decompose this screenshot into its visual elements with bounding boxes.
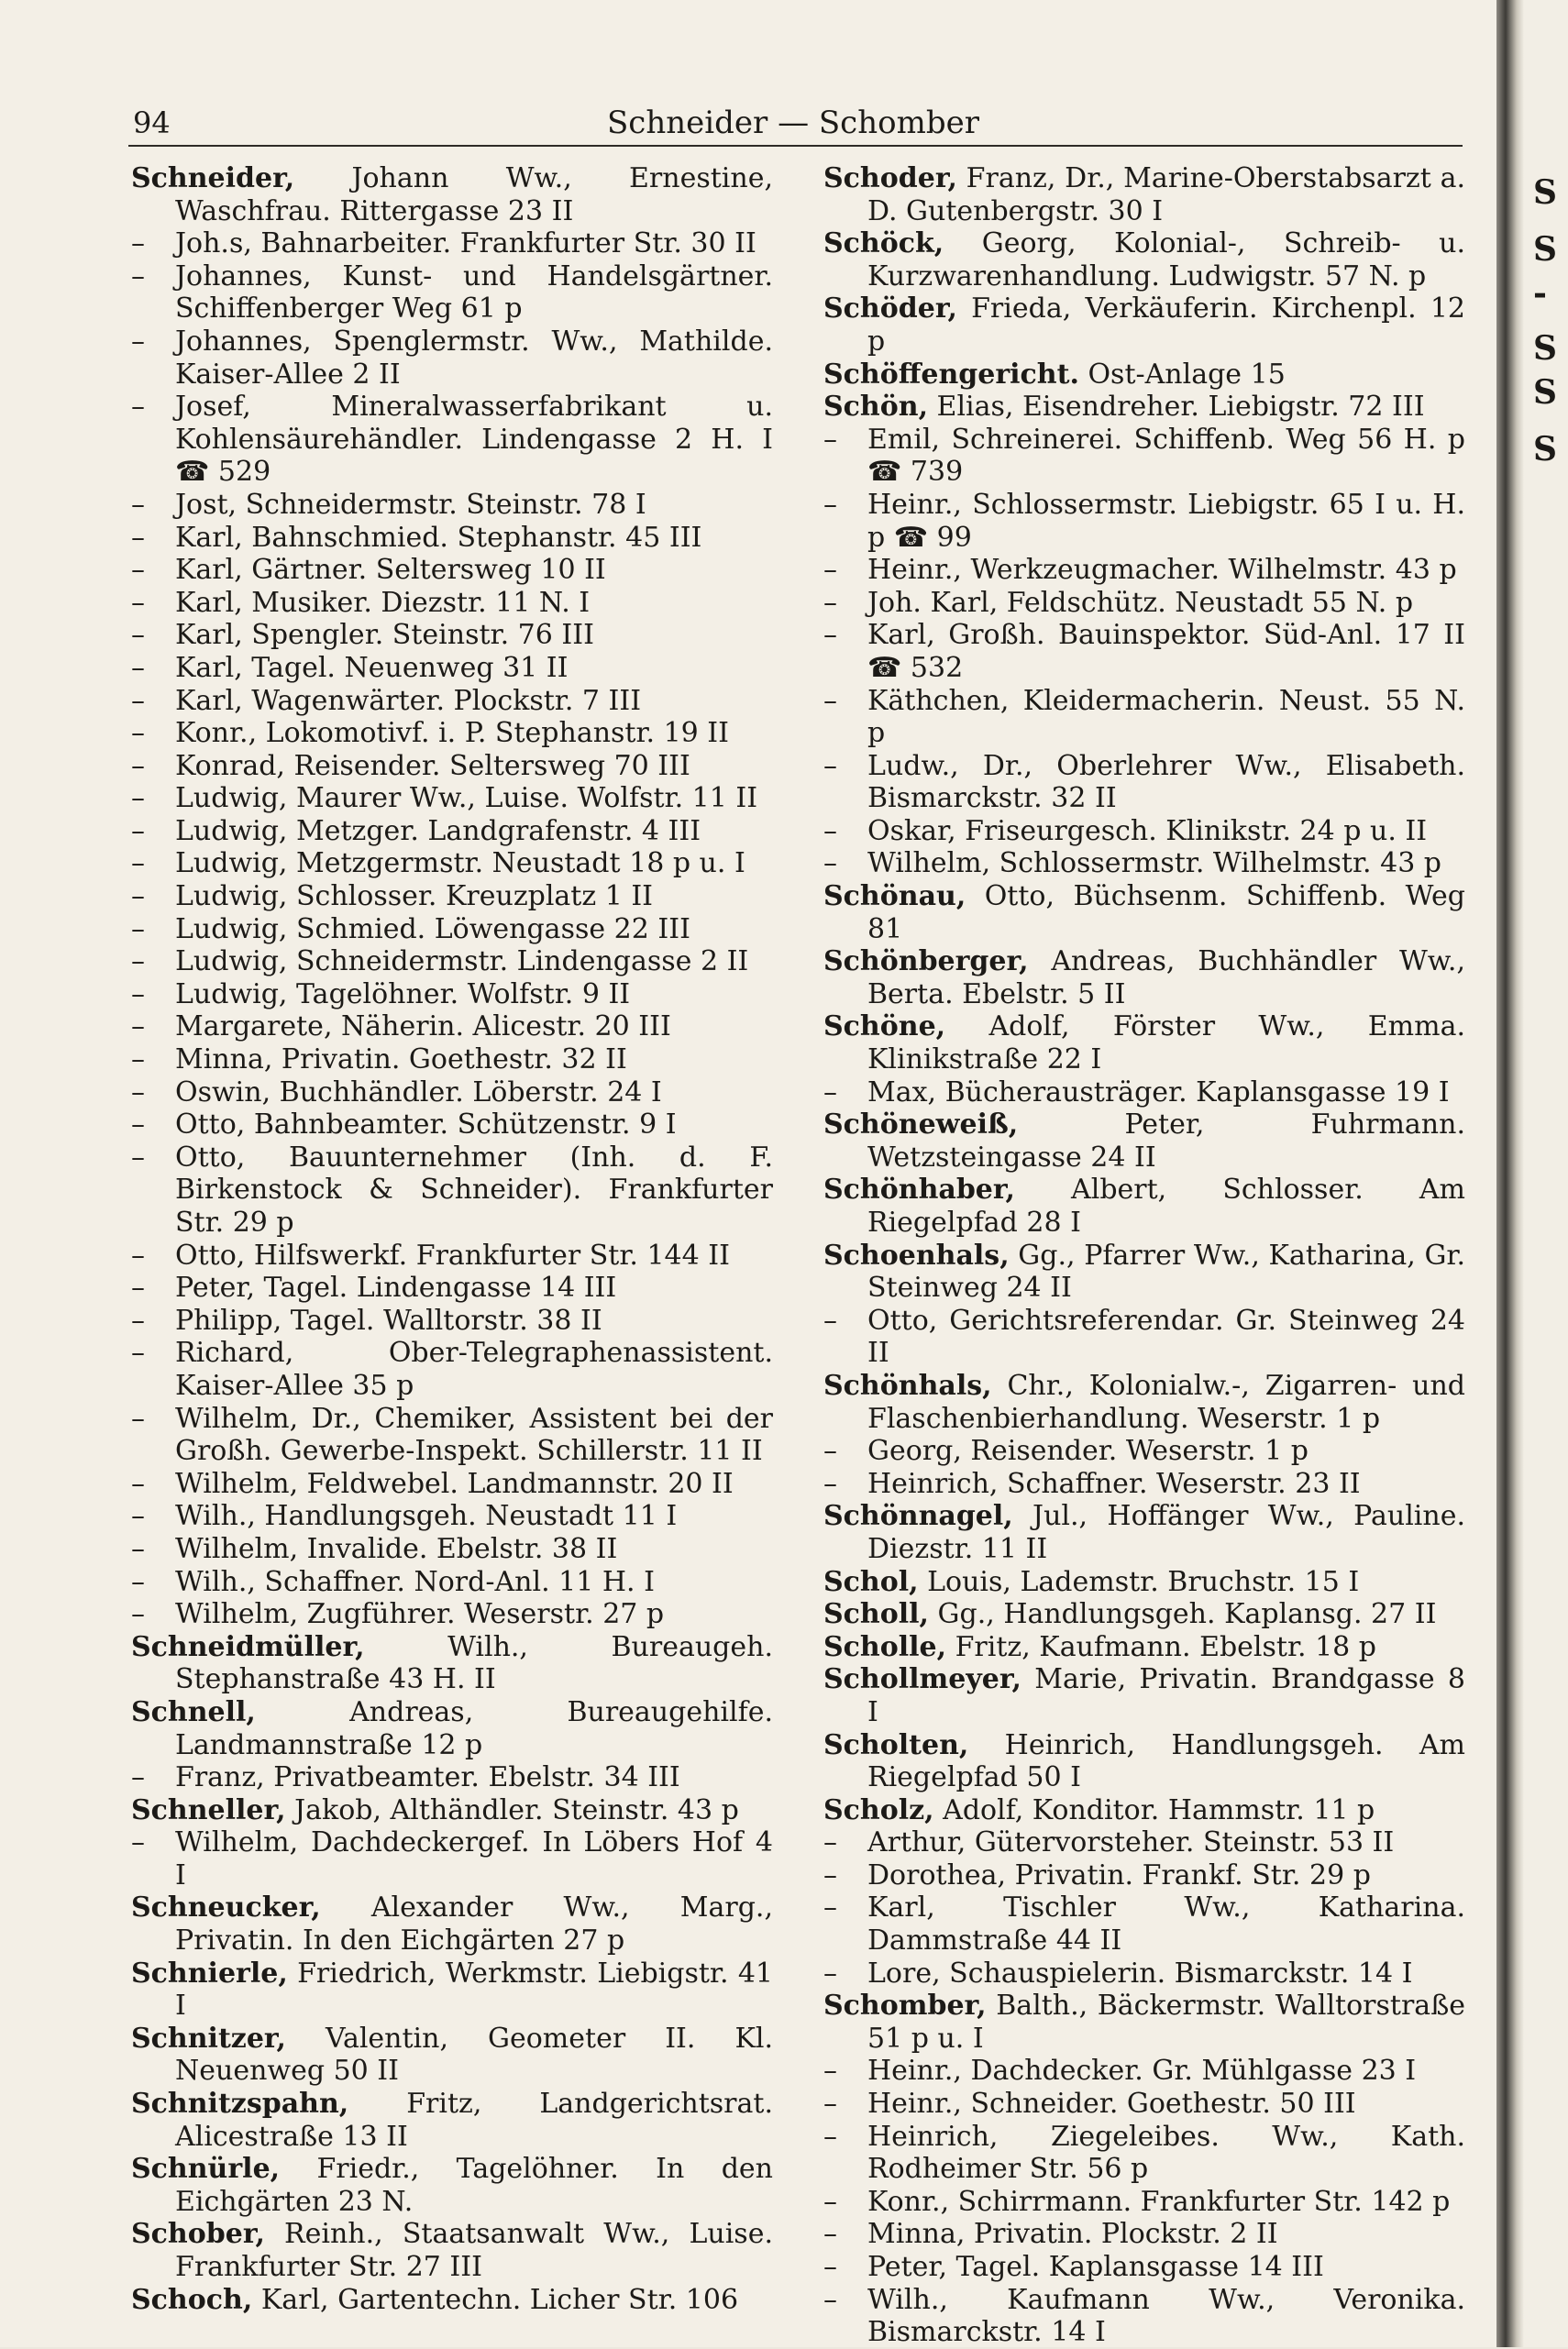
ditto-dash: – [131, 1598, 145, 1631]
entry-details: Philipp, Tagel. Walltorstr. 38 II [175, 1304, 602, 1337]
entry-details: Fritz, Kaufmann. Ebelstr. 18 p [946, 1630, 1377, 1663]
directory-entry [823, 292, 1465, 358]
directory-entry [131, 227, 773, 260]
entry-details: Karl, Wagenwärter. Plockstr. 7 III [175, 684, 642, 717]
entry-details: Oskar, Friseurgesch. Klinikstr. 24 p u. II [867, 814, 1428, 847]
directory-entry [823, 1305, 1465, 1370]
entry-details: Karl, Gärtner. Seltersweg 10 II [175, 554, 606, 587]
directory-entry [131, 913, 773, 946]
directory-entry [131, 1500, 773, 1533]
gutter-letter: S [1533, 430, 1557, 469]
directory-entry [131, 1108, 773, 1141]
entry-details: Frieda, Verkäuferin. Kirchenpl. 12 p [867, 292, 1465, 358]
entry-details: Wilh., Kaufmann Ww., Veronika. Bismarckstr. 14 I [867, 2283, 1465, 2349]
directory-entry [131, 2023, 773, 2088]
ditto-dash: – [131, 1304, 145, 1337]
directory-entry [823, 1240, 1465, 1305]
directory-entry [823, 847, 1465, 880]
entry-details: Heinr., Dachdecker. Gr. Mühlgasse 23 I [867, 2055, 1417, 2088]
entry-details: Ludwig, Schlosser. Kreuzplatz 1 II [175, 880, 654, 913]
ditto-dash: – [131, 1467, 145, 1500]
entry-details: Ludwig, Tagelöhner. Wolfstr. 9 II [175, 977, 631, 1010]
ditto-dash: – [131, 259, 145, 292]
directory-entry [823, 489, 1465, 554]
ditto-dash: – [131, 847, 145, 880]
ditto-dash: – [131, 651, 145, 684]
surname: Scholten, [823, 1728, 969, 1761]
entry-details: Karl, Tischler Ww., Katharina. Dammstraße 44 II [867, 1891, 1465, 1958]
ditto-dash: – [131, 717, 145, 750]
ditto-dash: – [131, 1239, 145, 1272]
entry-details: Dorothea, Privatin. Frankf. Str. 29 p [867, 1858, 1371, 1891]
entry-details: Jul., Hoffänger Ww., Pauline. Diezstr. 11 II [867, 1500, 1465, 1565]
directory-entry [823, 2186, 1465, 2219]
entry-details: Arthur, Gütervorsteher. Steinstr. 53 II [867, 1826, 1395, 1859]
directory-entry [823, 619, 1465, 684]
entry-details: Chr., Kolonialw.-, Zigarren- und Flaschenbierhandlung. Weserstr. 1 p [867, 1369, 1465, 1435]
ditto-dash: – [131, 1402, 145, 1435]
surname: Schoder, [823, 162, 957, 194]
directory-entry [131, 1141, 773, 1240]
surname: Schöder, [823, 292, 957, 325]
ditto-dash: – [131, 1565, 145, 1598]
directory-entry [823, 1076, 1465, 1109]
ditto-dash: – [823, 619, 837, 652]
directory-entry [131, 1337, 773, 1402]
directory-entry [131, 652, 773, 685]
ditto-dash: – [823, 814, 837, 847]
entry-details: Gg., Handlungsgeh. Kaplansg. 27 II [929, 1598, 1437, 1631]
directory-entry [131, 782, 773, 815]
surname: Schnürle, [131, 2153, 281, 2186]
directory-entry [131, 162, 773, 227]
entry-details: Karl, Gartentechn. Licher Str. 106 [252, 2283, 739, 2316]
ditto-dash: – [131, 1337, 145, 1370]
ditto-dash: – [823, 2283, 837, 2316]
ditto-dash: – [131, 1043, 145, 1076]
ditto-dash: – [823, 554, 837, 587]
entry-details: Margarete, Näherin. Alicestr. 20 III [175, 1010, 671, 1043]
gutter-letter: S [1533, 329, 1557, 368]
directory-entry [823, 358, 1465, 392]
ditto-dash: – [823, 684, 837, 717]
entry-details: Heinrich, Handlungsgeh. Am Riegelpfad 50 I [867, 1728, 1465, 1794]
directory-entry [131, 847, 773, 880]
directory-entry [131, 2284, 773, 2317]
surname: Schober, [131, 2218, 265, 2251]
surname: Schoenhals, [823, 1239, 1010, 1272]
right-column [823, 162, 1465, 2349]
directory-entry [823, 945, 1465, 1010]
entry-details: Fritz, Landgerichtsrat. Alicestraße 13 II [175, 2088, 773, 2153]
ditto-dash: – [131, 1108, 145, 1141]
entry-details: Otto, Hilfswerkf. Frankfurter Str. 144 II [175, 1239, 730, 1272]
entry-details: Andreas, Bureaugehilfe. Landmannstraße 12 p [175, 1695, 773, 1761]
gutter-edge [1496, 0, 1568, 2347]
entry-details: Wilh., Handlungsgeh. Neustadt 11 I [175, 1500, 678, 1533]
directory-entry [131, 325, 773, 391]
ditto-dash: – [823, 749, 837, 782]
entry-details: Joh. Karl, Feldschütz. Neustadt 55 N. p [867, 586, 1414, 619]
entry-details: Johann Ww., Ernestine, Waschfrau. Rittergasse 23 II [175, 162, 773, 227]
directory-entry [823, 2088, 1465, 2121]
directory-entry [131, 815, 773, 848]
entry-details: Alexander Ww., Marg., Privatin. In den Eichgärten 27 p [175, 1891, 773, 1958]
directory-entry [823, 1794, 1465, 1827]
surname: Schollmeyer, [823, 1663, 1021, 1696]
surname: Schnitzer, [131, 2022, 286, 2055]
entry-details: Karl, Spengler. Steinstr. 76 III [175, 619, 594, 652]
entry-details: Johannes, Spenglermstr. Ww., Mathilde. Kaiser-Allee 2 II [175, 325, 773, 391]
directory-entry [823, 2284, 1465, 2349]
ditto-dash: – [131, 619, 145, 652]
entry-details: Ludwig, Schneidermstr. Lindengasse 2 II [175, 945, 749, 978]
entry-details: Richard, Ober-Telegraphenassistent. Kaiser-Allee 35 p [175, 1337, 773, 1402]
surname: Schönau, [823, 880, 966, 913]
left-column [131, 162, 773, 2316]
entry-details: Wilh., Schaffner. Nord-Anl. 11 H. I [175, 1565, 655, 1598]
entry-details: Andreas, Buchhändler Ww., Berta. Ebelstr. 5 II [867, 945, 1465, 1010]
ditto-dash: – [131, 325, 145, 358]
entry-details: Otto, Büchsenm. Schiffenb. Weg 81 [867, 880, 1465, 945]
gutter-letter: S [1533, 373, 1557, 412]
directory-entry [131, 1010, 773, 1043]
ditto-dash: – [131, 391, 145, 424]
ditto-dash: – [823, 2088, 837, 2121]
ditto-dash: – [823, 1826, 837, 1859]
gutter-letter: S [1533, 173, 1557, 212]
entry-details: Franz, Dr., Marine-Oberstabsarzt a. D. Gutenbergstr. 30 I [867, 162, 1465, 227]
ditto-dash: – [823, 1075, 837, 1108]
directory-entry [823, 1468, 1465, 1501]
entry-details: Minna, Privatin. Plockstr. 2 II [867, 2218, 1278, 2251]
surname: Schneidmüller, [131, 1630, 365, 1663]
directory-entry [823, 1108, 1465, 1174]
page-header [133, 103, 1453, 143]
directory-entry [131, 260, 773, 325]
directory-entry [823, 750, 1465, 815]
ditto-dash: – [823, 2185, 837, 2218]
directory-entry [131, 1696, 773, 1761]
surname: Schöne, [823, 1010, 946, 1043]
surname: Schnell, [131, 1695, 256, 1728]
directory-entry [823, 1566, 1465, 1599]
ditto-dash: – [131, 684, 145, 717]
ditto-dash: – [823, 423, 837, 456]
directory-entry [131, 619, 773, 652]
entry-details: Valentin, Geometer II. Kl. Neuenweg 50 II [175, 2022, 773, 2088]
directory-entry [131, 522, 773, 555]
gutter-letter: - [1533, 274, 1547, 313]
directory-entry [823, 1958, 1465, 1991]
ditto-dash: – [131, 945, 145, 978]
directory-entry [131, 1043, 773, 1076]
entry-details: Karl, Bahnschmied. Stephanstr. 45 III [175, 521, 702, 554]
directory-entry [823, 1663, 1465, 1728]
entry-details: Peter, Tagel. Kaplansgasse 14 III [867, 2251, 1324, 2283]
surname: Scholz, [823, 1793, 934, 1826]
directory-entry [131, 1076, 773, 1109]
entry-details: Otto, Bauunternehmer (Inh. d. F. Birkenstock & Schneider). Frankfurter Str. 29 p [175, 1141, 773, 1239]
ditto-dash: – [823, 1435, 837, 1468]
ditto-dash: – [823, 586, 837, 619]
directory-entry [131, 1240, 773, 1273]
ditto-dash: – [131, 814, 145, 847]
ditto-dash: – [131, 1761, 145, 1794]
directory-entry [823, 162, 1465, 227]
directory-entry [131, 1468, 773, 1501]
header-rule [128, 145, 1463, 147]
page-number: 94 [133, 105, 171, 140]
directory-entry [823, 1435, 1465, 1468]
entry-details: Wilhelm, Feldwebel. Landmannstr. 20 II [175, 1467, 734, 1500]
entry-details: Johannes, Kunst- und Handelsgärtner. Schiffenberger Weg 61 p [175, 259, 773, 325]
surname: Schnitzspahn, [131, 2088, 349, 2121]
directory-entry [823, 227, 1465, 292]
entry-details: Albert, Schlosser. Am Riegelpfad 28 I [867, 1174, 1465, 1239]
ditto-dash: – [823, 1891, 837, 1924]
entry-details: Minna, Privatin. Goethestr. 32 II [175, 1043, 627, 1076]
entry-details: Wilhelm, Dachdeckergef. In Löbers Hof 4 I [175, 1826, 773, 1891]
directory-entry [131, 1958, 773, 2023]
ditto-dash: – [131, 586, 145, 619]
entry-details: Konr., Lokomotivf. i. P. Stephanstr. 19 II [175, 717, 729, 750]
entry-details: Otto, Gerichtsreferendar. Gr. Steinweg 24 II [867, 1304, 1465, 1370]
entry-details: Otto, Bahnbeamter. Schützenstr. 9 I [175, 1108, 677, 1141]
directory-entry [823, 1631, 1465, 1664]
entry-details: Heinr., Schneider. Goethestr. 50 III [867, 2088, 1356, 2121]
surname: Schön, [823, 391, 929, 424]
ditto-dash: – [131, 977, 145, 1010]
directory-entry [823, 815, 1465, 848]
directory-entry [131, 978, 773, 1011]
surname: Schomber, [823, 1990, 987, 2023]
surname: Schöck, [823, 227, 944, 260]
surname: Schönhaber, [823, 1174, 1015, 1207]
surname: Schneider, [131, 162, 295, 194]
directory-entry [131, 1272, 773, 1305]
directory-entry [131, 2088, 773, 2153]
entry-details: Ludwig, Metzgermstr. Neustadt 18 p u. I [175, 847, 745, 880]
directory-entry [131, 1566, 773, 1599]
entry-details: Max, Bücherausträger. Kaplansgasse 19 I [867, 1075, 1450, 1108]
directory-entry [823, 391, 1465, 424]
entry-details: Emil, Schreinerei. Schiffenb. Weg 56 H. p ☎ 739 [867, 423, 1465, 489]
directory-entry [823, 2218, 1465, 2251]
directory-entry [823, 880, 1465, 945]
entry-details: Gg., Pfarrer Ww., Katharina, Gr. Steinweg 24 II [867, 1239, 1465, 1305]
entry-details: Lore, Schauspielerin. Bismarckstr. 14 I [867, 1957, 1413, 1990]
directory-entry [131, 1403, 773, 1468]
entry-details: Wilhelm, Schlossermstr. Wilhelmstr. 43 p [867, 847, 1442, 880]
ditto-dash: – [131, 1010, 145, 1043]
ditto-dash: – [823, 2055, 837, 2088]
entry-details: Friedr., Tagelöhner. In den Eichgärten 23 N. [175, 2153, 773, 2218]
entry-details: Heinrich, Ziegeleibes. Ww., Kath. Rodheimer Str. 56 p [867, 2120, 1465, 2186]
directory-entry [823, 424, 1465, 489]
entry-details: Peter, Tagel. Lindengasse 14 III [175, 1272, 617, 1305]
gutter-letter: S [1533, 230, 1557, 269]
directory-entry [823, 1859, 1465, 1892]
entry-details: Konrad, Reisender. Seltersweg 70 III [175, 749, 690, 782]
entry-details: Josef, Mineralwasserfabrikant u. Kohlensäurehändler. Lindengasse 2 H. I ☎ 529 [175, 391, 773, 489]
entry-details: Jakob, Althändler. Steinstr. 43 p [285, 1793, 739, 1826]
entry-details: Wilhelm, Dr., Chemiker, Assistent bei der Großh. Gewerbe-Inspekt. Schillerstr. 11 II [175, 1402, 773, 1468]
directory-entry [131, 2218, 773, 2283]
entry-details: Georg, Reisender. Weserstr. 1 p [867, 1435, 1309, 1468]
directory-entry [131, 945, 773, 978]
entry-details: Heinrich, Schaffner. Weserstr. 23 II [867, 1467, 1361, 1500]
entry-details: Karl, Tagel. Neuenweg 31 II [175, 651, 569, 684]
ditto-dash: – [131, 1141, 145, 1174]
entry-details: Oswin, Buchhändler. Löberstr. 24 I [175, 1075, 662, 1108]
entry-details: Karl, Musiker. Diezstr. 11 N. I [175, 586, 591, 619]
ditto-dash: – [823, 2120, 837, 2153]
ditto-dash: – [131, 782, 145, 815]
directory-entry [823, 587, 1465, 620]
ditto-dash: – [823, 1467, 837, 1500]
ditto-dash: – [131, 1500, 145, 1533]
directory-entry [131, 717, 773, 750]
ditto-dash: – [131, 749, 145, 782]
directory-entry [823, 1990, 1465, 2055]
surname: Schönberger, [823, 945, 1029, 978]
directory-entry [131, 750, 773, 783]
surname: Scholle, [823, 1630, 947, 1663]
directory-entry [131, 1533, 773, 1566]
entry-details: Käthchen, Kleidermacherin. Neust. 55 N. p [867, 684, 1465, 750]
directory-entry [131, 1761, 773, 1794]
ditto-dash: – [131, 488, 145, 521]
entry-details: Peter, Fuhrmann. Wetzsteingasse 24 II [867, 1108, 1465, 1174]
ditto-dash: – [131, 880, 145, 913]
directory-entry [131, 554, 773, 587]
ditto-dash: – [823, 847, 837, 880]
surname: Schneucker, [131, 1891, 321, 1924]
directory-entry [823, 2121, 1465, 2186]
directory-entry [131, 489, 773, 522]
surname: Scholl, [823, 1598, 929, 1631]
entry-details: Marie, Privatin. Brandgasse 8 I [867, 1663, 1465, 1728]
directory-entry [823, 1370, 1465, 1435]
entry-details: Friedrich, Werkmstr. Liebigstr. 41 I [175, 1957, 773, 2023]
directory-entry [131, 391, 773, 489]
surname: Schol, [823, 1565, 919, 1598]
ditto-dash: – [823, 488, 837, 521]
directory-entry [131, 1598, 773, 1631]
surname: Schöneweiß, [823, 1108, 1019, 1141]
surname: Schönnagel, [823, 1500, 1013, 1533]
directory-entry [131, 587, 773, 620]
directory-entry [823, 2251, 1465, 2284]
directory-entry [823, 1826, 1465, 1859]
entry-details: Adolf, Konditor. Hammstr. 11 p [933, 1793, 1375, 1826]
entry-details: Wilh., Bureaugeh. Stephanstraße 43 H. II [175, 1630, 773, 1696]
ditto-dash: – [131, 1272, 145, 1305]
entry-details: Wilhelm, Invalide. Ebelstr. 38 II [175, 1532, 618, 1565]
ditto-dash: – [823, 1304, 837, 1337]
surname: Schoch, [131, 2283, 253, 2316]
directory-entry [823, 2055, 1465, 2088]
directory-entry [823, 1729, 1465, 1794]
directory-entry [131, 1631, 773, 1696]
entry-details: Ludw., Dr., Oberlehrer Ww., Elisabeth. Bismarckstr. 32 II [867, 749, 1465, 815]
entry-details: Franz, Privatbeamter. Ebelstr. 34 III [175, 1761, 680, 1794]
ditto-dash: – [823, 2218, 837, 2251]
entry-details: Ost-Anlage 15 [1078, 358, 1286, 391]
ditto-dash: – [131, 554, 145, 587]
entry-details: Adolf, Förster Ww., Emma. Klinikstraße 22 I [867, 1010, 1465, 1076]
ditto-dash: – [823, 2251, 837, 2283]
directory-entry [131, 2153, 773, 2218]
ditto-dash: – [131, 1826, 145, 1859]
entry-details: Wilhelm, Zugführer. Weserstr. 27 p [175, 1598, 665, 1631]
entry-details: Joh.s, Bahnarbeiter. Frankfurter Str. 30 II [175, 227, 756, 260]
surname: Schöffengericht. [823, 358, 1079, 391]
directory-entry [823, 685, 1465, 750]
directory-entry [823, 1010, 1465, 1075]
ditto-dash: – [131, 227, 145, 260]
directory-entry [823, 1598, 1465, 1631]
directory-entry [131, 1305, 773, 1338]
entry-details: Heinr., Werkzeugmacher. Wilhelmstr. 43 p [867, 554, 1457, 587]
entry-details: Heinr., Schlossermstr. Liebigstr. 65 I u. H. p ☎ 99 [867, 488, 1465, 554]
entry-details: Ludwig, Maurer Ww., Luise. Wolfstr. 11 II [175, 782, 758, 815]
ditto-dash: – [823, 1957, 837, 1990]
directory-entry [131, 880, 773, 913]
directory-entry [131, 1891, 773, 1957]
directory-entry [823, 1891, 1465, 1957]
entry-details: Reinh., Staatsanwalt Ww., Luise. Frankfurter Str. 27 III [175, 2218, 773, 2283]
ditto-dash: – [131, 912, 145, 945]
entry-details: Louis, Lademstr. Bruchstr. 15 I [918, 1565, 1360, 1598]
directory-entry [823, 1174, 1465, 1239]
ditto-dash: – [131, 1075, 145, 1108]
entry-details: Ludwig, Metzger. Landgrafenstr. 4 III [175, 814, 701, 847]
entry-details: Georg, Kolonial-, Schreib- u. Kurzwarenhandlung. Ludwigstr. 57 N. p [867, 227, 1465, 292]
entry-details: Jost, Schneidermstr. Steinstr. 78 I [175, 488, 646, 521]
directory-entry [131, 1794, 773, 1827]
directory-entry [131, 685, 773, 718]
surname: Schnierle, [131, 1957, 288, 1990]
entry-details: Ludwig, Schmied. Löwengasse 22 III [175, 912, 690, 945]
running-title: Schneider — Schomber [607, 105, 979, 141]
directory-entry [131, 1826, 773, 1891]
entry-details: Balth., Bäckermstr. Walltorstraße 51 p u. I [867, 1990, 1465, 2055]
entry-details: Konr., Schirrmann. Frankfurter Str. 142 p [867, 2185, 1451, 2218]
entry-details: Karl, Großh. Bauinspektor. Süd-Anl. 17 II ☎ 532 [867, 619, 1465, 684]
surname: Schönhals, [823, 1369, 992, 1402]
ditto-dash: – [823, 1858, 837, 1891]
directory-entry [823, 554, 1465, 587]
surname: Schneller, [131, 1793, 286, 1826]
ditto-dash: – [131, 521, 145, 554]
directory-entry [823, 1500, 1465, 1565]
ditto-dash: – [131, 1532, 145, 1565]
entry-details: Elias, Eisendreher. Liebigstr. 72 III [928, 391, 1425, 424]
